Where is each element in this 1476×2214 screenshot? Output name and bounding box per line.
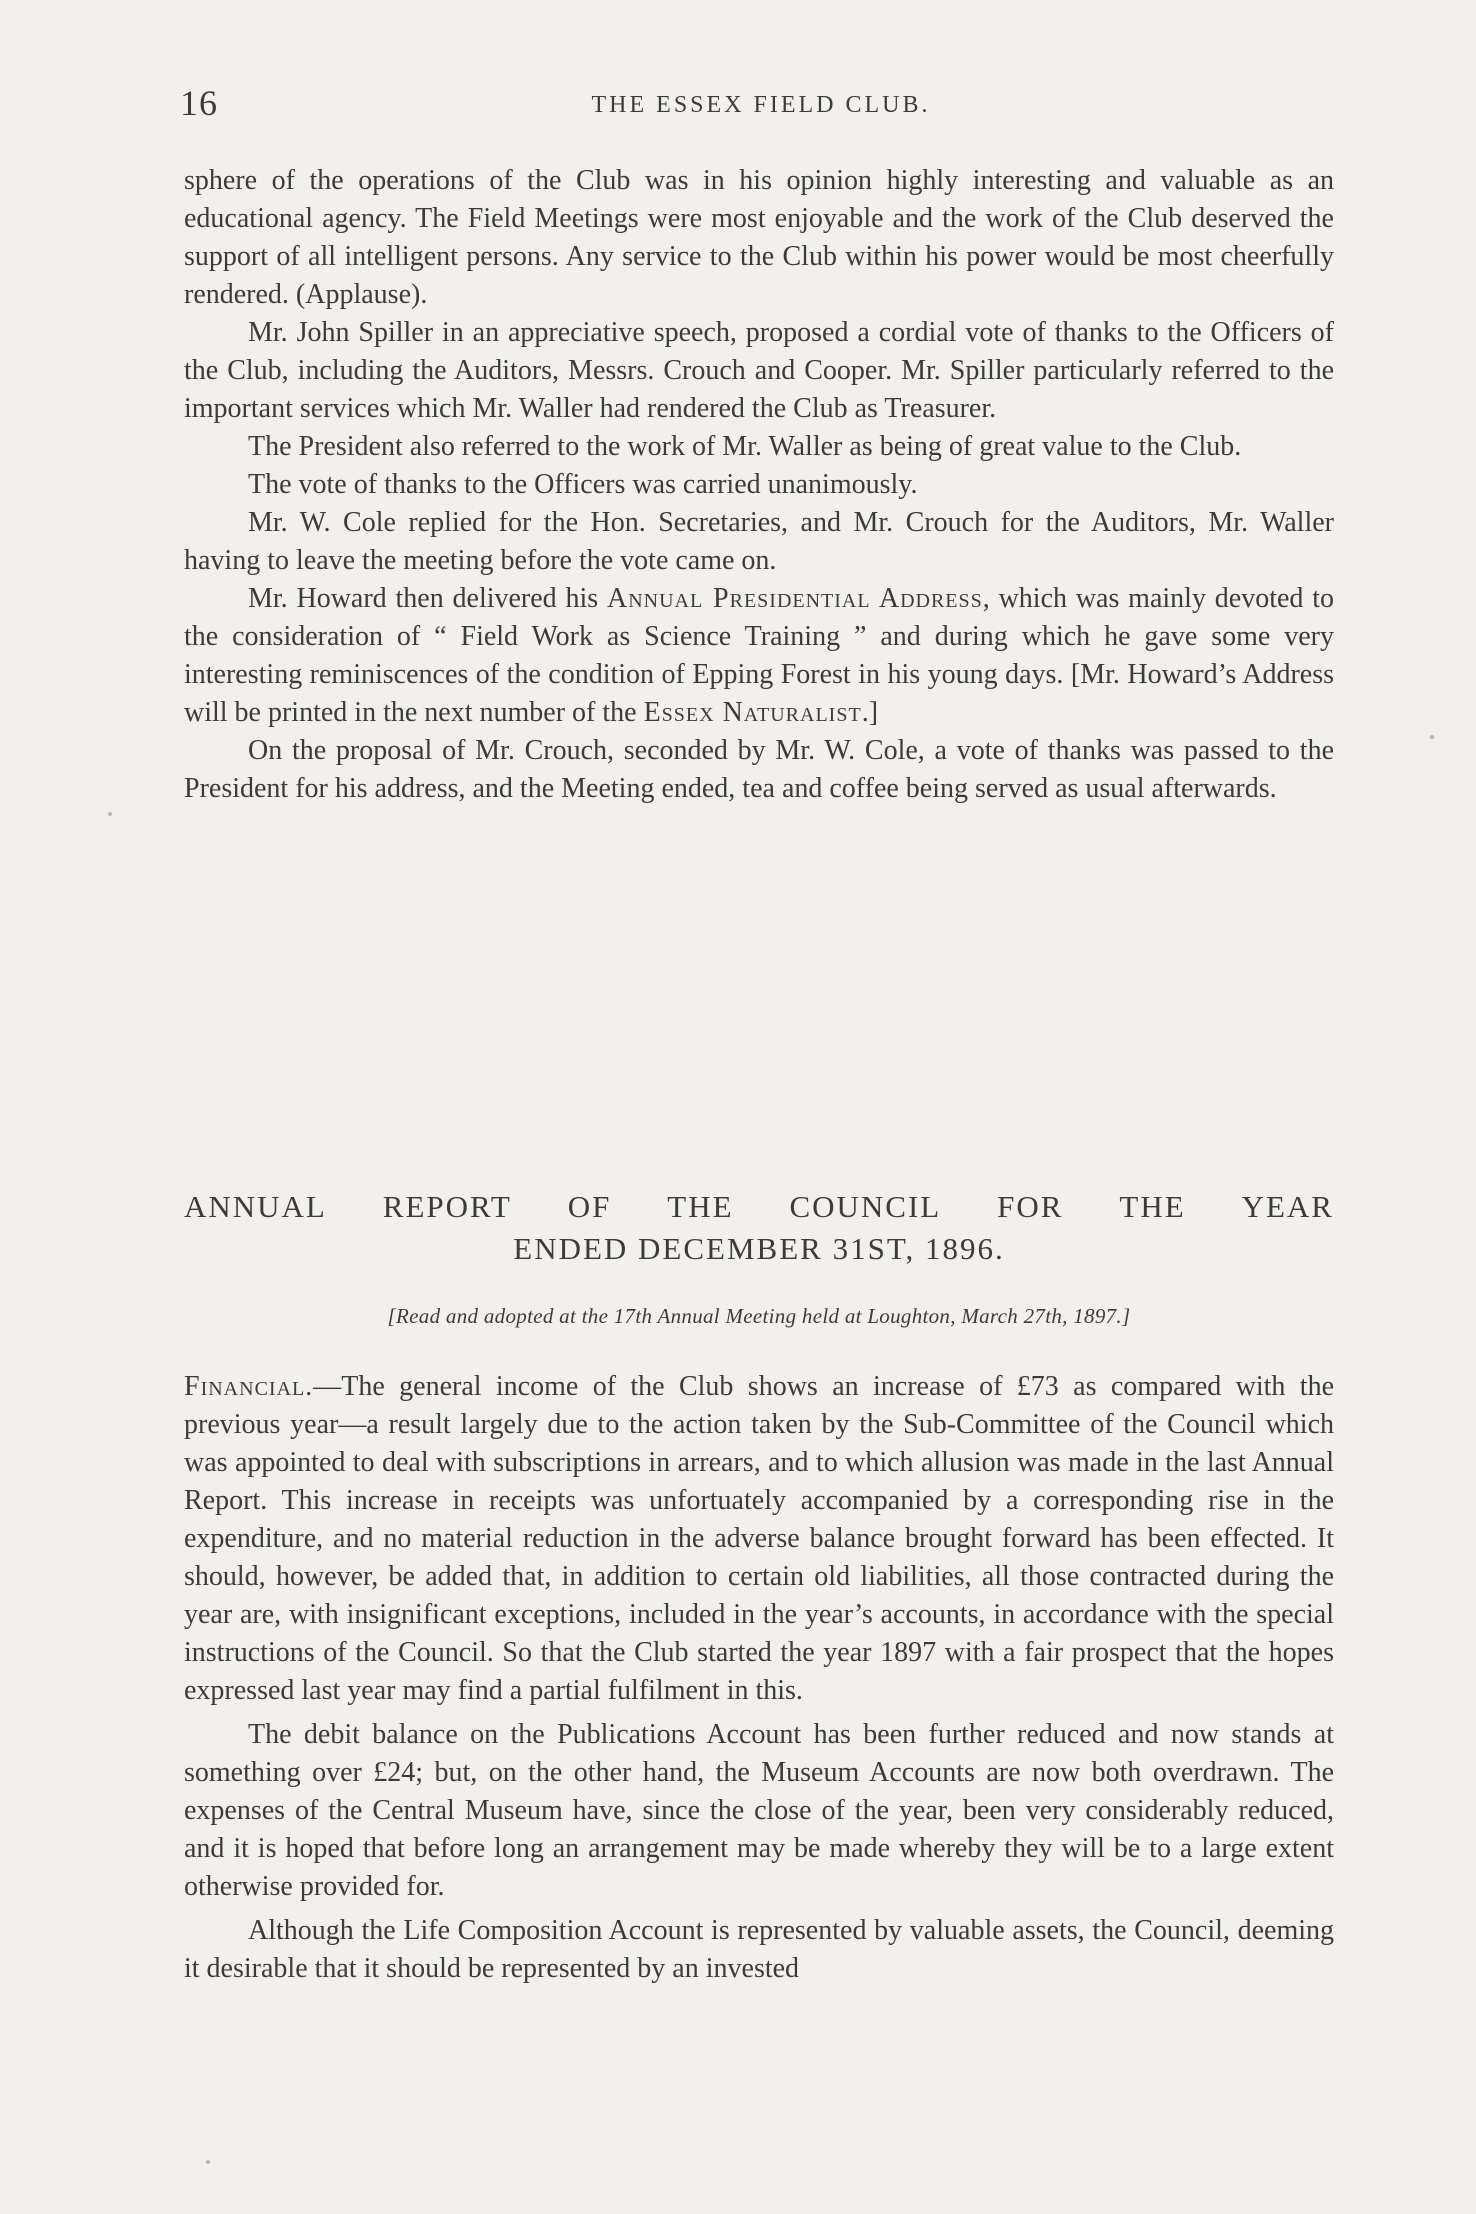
minutes-section <box>184 162 1334 808</box>
paragraph-text: , which was mainly devoted to the consideration of “ Field Work as Science Training ” and during which he gave some very interesting reminiscences of the condition of Epping Forest in his young days. [Mr. Howard’s Address will be printed in the next number of the <box>184 583 1334 728</box>
paper-speck <box>108 812 112 816</box>
journal-title: Essex Naturalist <box>643 697 862 728</box>
paragraph: The debit balance on the Publications Account has been further reduced and now stands at something over £24; but, on the other hand, the Museum Accounts are now both overdrawn. The expenses of the Central Museum have, since the close of the year, been very considerably reduced, and it is hoped that before long an arrangement may be made whereby they will be to a large extent otherwise provided for. <box>184 1719 1334 1902</box>
heading-word: OF <box>567 1189 612 1224</box>
paragraph: sphere of the operations of the Club was in his opinion highly interesting and valuable as an educational agency. The Field Meetings were most enjoyable and the work of the Club deserved the support of all intelligent persons. Any service to the Club within his power would be most cheerfully rendered. (Applause). <box>184 165 1334 310</box>
heading-word: THE <box>667 1189 734 1224</box>
report-heading-line: ENDED DECEMBER 31ST, 1896. <box>513 1231 1005 1266</box>
section-lead: Financial. <box>184 1371 314 1402</box>
paper-speck <box>206 2160 210 2164</box>
paragraph <box>184 1368 1334 1710</box>
heading-word: YEAR <box>1241 1189 1334 1224</box>
report-note: [Read and adopted at the 17th Annual Meeting held at Loughton, March 27th, 1897.] <box>387 1304 1131 1328</box>
heading-word: REPORT <box>382 1189 512 1224</box>
paragraph: Although the Life Composition Account is represented by valuable assets, the Council, deeming it desirable that it should be represented by an invested <box>184 1915 1334 1984</box>
paragraph: On the proposal of Mr. Crouch, seconded by Mr. W. Cole, a vote of thanks was passed to the President for his address, and the Meeting ended, tea and coffee being served as usual afterwards. <box>184 735 1334 804</box>
paragraph-text: Mr. Howard then delivered his <box>248 583 607 614</box>
page-number: 16 <box>180 83 218 123</box>
paragraph: Mr. John Spiller in an appreciative speech, proposed a cordial vote of thanks to the Officers of the Club, including the Auditors, Messrs. Crouch and Cooper. Mr. Spiller particularly referred to the important services which Mr. Waller had rendered the Club as Treasurer. <box>184 317 1334 424</box>
paragraph: Mr. W. Cole replied for the Hon. Secretaries, and Mr. Crouch for the Auditors, Mr. Waller having to leave the meeting before the vote came on. <box>184 507 1334 576</box>
paper-speck <box>1430 735 1434 739</box>
heading-word: COUNCIL <box>789 1189 942 1224</box>
heading-word: THE <box>1119 1189 1186 1224</box>
paragraph-text: .] <box>861 697 879 728</box>
paragraph-text: —The general income of the Club shows an increase of £73 as compared with the previous year—a result largely due to the action taken by the Sub-Committee of the Council which was appointed to deal with subscriptions in arrears, and to which allusion was made in the last Annual Report. This increase in receipts was unfortuately accompanied by a corresponding rise in the expenditure, and no material reduction in the adverse balance brought forward has been effected. It should, however, be added that, in addition to certain old liabilities, all those contracted during the year are, with insignificant exceptions, included in the year’s accounts, in accordance with the special instructions of the Council. So that the Club started the year 1897 with a fair prospect that the hopes expressed last year may find a partial fulfilment in this. <box>184 1371 1334 1706</box>
report-section <box>184 1368 1334 1988</box>
report-heading <box>184 1186 1334 1270</box>
running-title: THE ESSEX FIELD CLUB. <box>591 92 931 118</box>
paragraph: The President also referred to the work of Mr. Waller as being of great value to the Club. <box>248 431 1242 462</box>
heading-word: ANNUAL <box>184 1189 327 1224</box>
address-title: Annual Presidential Address <box>607 583 983 614</box>
running-head <box>180 82 1342 132</box>
report-heading-line <box>184 1186 1334 1228</box>
heading-word: FOR <box>997 1189 1064 1224</box>
paragraph <box>184 580 1334 732</box>
paragraph: The vote of thanks to the Officers was carried unanimously. <box>248 469 918 500</box>
